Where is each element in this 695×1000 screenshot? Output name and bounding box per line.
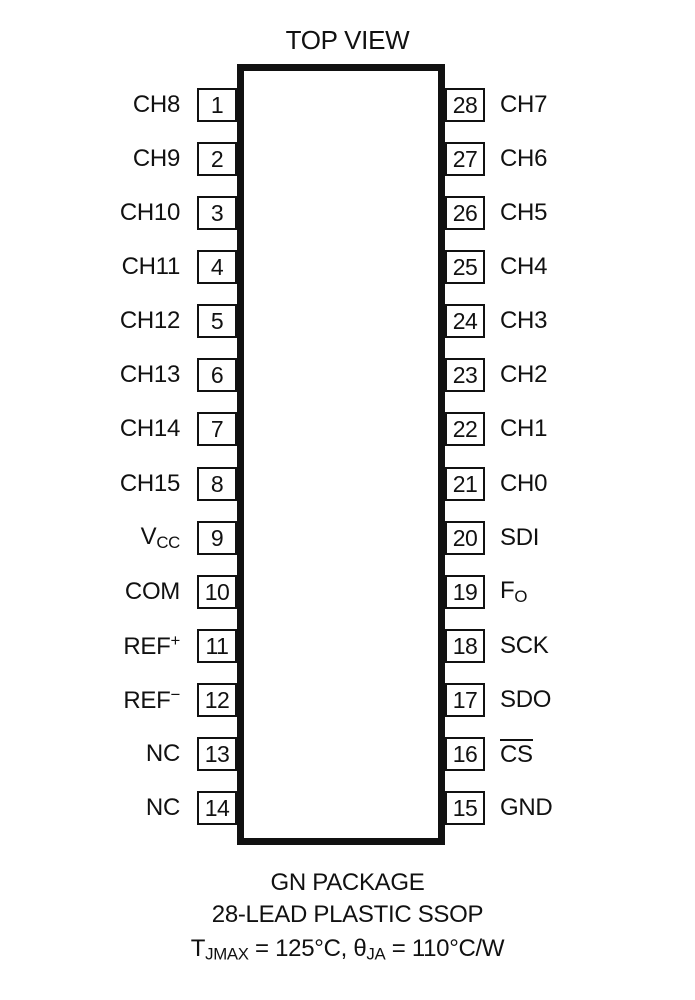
pin-number-box-15 bbox=[445, 791, 485, 825]
pin-label-17: SDO bbox=[500, 686, 552, 713]
pin-number: 9 bbox=[210, 524, 224, 551]
pin-number: 25 bbox=[452, 253, 478, 280]
pin-number-box-27 bbox=[445, 142, 485, 176]
pin-number: 12 bbox=[204, 686, 230, 713]
pin-label-1: CH8 bbox=[132, 91, 180, 118]
superscript: + bbox=[170, 631, 180, 651]
pin-number-box-22 bbox=[445, 412, 485, 446]
pin-label-16 bbox=[500, 739, 695, 769]
pin-label-23: CH2 bbox=[500, 361, 548, 388]
pin-number: 19 bbox=[452, 578, 478, 605]
pin-label-28: CH7 bbox=[500, 91, 548, 118]
pin-row-23 bbox=[0, 358, 695, 392]
pin-label-25: CH4 bbox=[500, 253, 548, 280]
pin-row-28 bbox=[0, 88, 695, 122]
subscript: CC bbox=[156, 532, 180, 552]
pin-number: 22 bbox=[452, 415, 478, 442]
pin-number-box-19 bbox=[445, 575, 485, 609]
pin-number-box-28 bbox=[445, 88, 485, 122]
pin-number: 6 bbox=[210, 361, 224, 388]
pin-label-22: CH1 bbox=[500, 415, 548, 442]
pin-label-8: CH15 bbox=[119, 470, 180, 497]
pin-number: 21 bbox=[452, 470, 478, 497]
pin-row-18 bbox=[0, 629, 695, 663]
pin-number: 8 bbox=[210, 470, 224, 497]
pin-number: 17 bbox=[452, 686, 478, 713]
pin-label-9: VCC bbox=[140, 523, 180, 552]
overline-bar: CS bbox=[500, 741, 533, 768]
pin-number-box-26 bbox=[445, 196, 485, 230]
pin-label-6: CH13 bbox=[119, 361, 180, 388]
thermal-note: TJMAX = 125°C, θJA = 110°C/W bbox=[190, 935, 505, 964]
pin-number: 16 bbox=[452, 740, 478, 767]
pin-number: 26 bbox=[452, 199, 478, 226]
subscript: JMAX bbox=[205, 944, 249, 964]
pin-label-10: COM bbox=[124, 578, 180, 605]
pin-label-24: CH3 bbox=[500, 307, 548, 334]
pin-number: 27 bbox=[452, 145, 478, 172]
diagram-title: TOP VIEW bbox=[285, 25, 410, 55]
pin-label-14: NC bbox=[145, 794, 180, 821]
pin-number-box-21 bbox=[445, 467, 485, 501]
pin-label-15: GND bbox=[500, 794, 553, 821]
pin-number-box-24 bbox=[445, 304, 485, 338]
pin-number: 2 bbox=[210, 145, 224, 172]
pin-row-20 bbox=[0, 521, 695, 555]
pin-label-18: SCK bbox=[500, 632, 549, 659]
pin-number-box-16 bbox=[445, 737, 485, 771]
pin-number: 14 bbox=[204, 794, 230, 821]
pin-number: 13 bbox=[204, 740, 230, 767]
pin-label-21: CH0 bbox=[500, 470, 548, 497]
pin-number: 4 bbox=[210, 253, 224, 280]
pin-number-box-20 bbox=[445, 521, 485, 555]
pin-row-15 bbox=[0, 791, 695, 825]
pin-number: 20 bbox=[452, 524, 478, 551]
pin-row-22 bbox=[0, 412, 695, 446]
pin-number: 11 bbox=[205, 632, 229, 659]
pin-row-25 bbox=[0, 250, 695, 284]
pin-number-box-23 bbox=[445, 358, 485, 392]
pin-row-17 bbox=[0, 683, 695, 717]
pin-row-16 bbox=[0, 737, 695, 771]
pin-label-20: SDI bbox=[500, 524, 540, 551]
pin-label-26: CH5 bbox=[500, 199, 548, 226]
pin-number: 18 bbox=[452, 632, 478, 659]
pin-number-box-25 bbox=[445, 250, 485, 284]
pin-label-13: NC bbox=[145, 740, 180, 767]
pin-number: 1 bbox=[210, 91, 224, 118]
pin-row-21 bbox=[0, 467, 695, 501]
pin-label-19: FO bbox=[500, 577, 528, 606]
pin-number: 28 bbox=[452, 91, 478, 118]
pin-number: 15 bbox=[452, 794, 478, 821]
pin-number: 10 bbox=[204, 578, 230, 605]
pin-number: 24 bbox=[452, 307, 478, 334]
pin-label-5: CH12 bbox=[119, 307, 180, 334]
package-name: GN PACKAGE bbox=[270, 869, 425, 896]
subscript: O bbox=[514, 586, 528, 606]
superscript: − bbox=[170, 685, 180, 705]
pin-label-11: REF+ bbox=[123, 631, 180, 660]
package-body bbox=[237, 64, 445, 845]
subscript: JA bbox=[366, 944, 386, 964]
package-type: 28-LEAD PLASTIC SSOP bbox=[211, 901, 484, 928]
pin-label-2: CH9 bbox=[132, 145, 180, 172]
pin-number: 3 bbox=[210, 199, 224, 226]
pin-label-7: CH14 bbox=[119, 415, 180, 442]
pin-row-19 bbox=[0, 575, 695, 609]
pin-label-27: CH6 bbox=[500, 145, 548, 172]
pin-number: 23 bbox=[452, 361, 478, 388]
pin-row-27 bbox=[0, 142, 695, 176]
pin-number-box-17 bbox=[445, 683, 485, 717]
pin-label-4: CH11 bbox=[121, 253, 180, 280]
pin-row-26 bbox=[0, 196, 695, 230]
pin-label-3: CH10 bbox=[119, 199, 180, 226]
pin-label-12: REF− bbox=[123, 685, 180, 714]
pin-number: 5 bbox=[210, 307, 224, 334]
pin-number-box-18 bbox=[445, 629, 485, 663]
pin-number: 7 bbox=[210, 415, 224, 442]
pin-row-24 bbox=[0, 304, 695, 338]
